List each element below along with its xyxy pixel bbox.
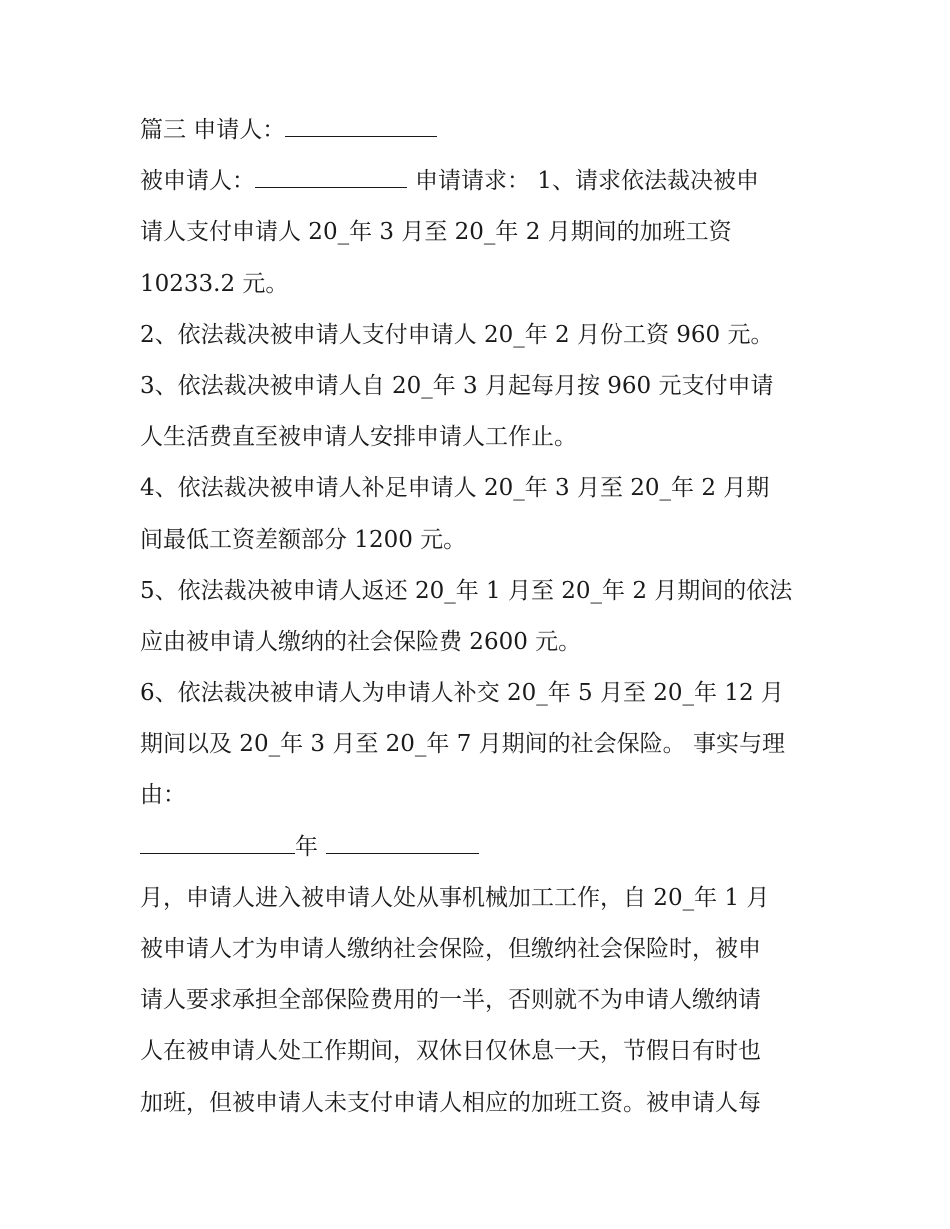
- paragraph-line: 期间以及 20_年 3 月至 20_年 7 月期间的社会保险。 事实与理: [140, 731, 785, 758]
- paragraph-line: 10233.2 元。: [140, 270, 289, 297]
- paragraph-line: 人生活费直至被申请人安排申请人工作止。: [140, 424, 577, 451]
- request-item-4: 4、依法裁决被申请人补足申请人 20_年 3 月至 20_年 2 月期: [140, 475, 770, 502]
- respondent-line: [140, 156, 820, 207]
- request-item-2: 2、依法裁决被申请人支付申请人 20_年 2 月份工资 960 元。: [140, 321, 774, 348]
- facts-line: 人在被申请人处工作期间，双休日仅休息一天，节假日有时也: [140, 1038, 761, 1065]
- year-blank: [140, 825, 295, 854]
- facts-line: 月，申请人进入被申请人处从事机械加工工作，自 20_年 1 月: [140, 884, 770, 911]
- paragraph-line: 间最低工资差额部分 1200 元。: [140, 526, 467, 553]
- facts-line: 加班，但被申请人未支付申请人相应的加班工资。被申请人每: [140, 1089, 761, 1116]
- request-item-3: 3、依法裁决被申请人自 20_年 3 月起每月按 960 元支付申请: [140, 372, 774, 399]
- facts-line: 被申请人才为申请人缴纳社会保险，但缴纳社会保险时，被申: [140, 936, 761, 962]
- year-label: 年: [295, 833, 318, 860]
- request-item-5: 5、依法裁决被申请人返还 20_年 1 月至 20_年 2 月期间的依法: [140, 577, 793, 604]
- document-body: [140, 105, 820, 1129]
- respondent-label: 被申请人：: [140, 168, 255, 195]
- paragraph-line: 请人支付申请人 20_年 3 月至 20_年 2 月期间的加班工资: [140, 219, 732, 246]
- facts-heading: 由：: [140, 782, 186, 809]
- applicant-label: 篇三 申请人：: [140, 117, 286, 143]
- respondent-blank: [255, 159, 407, 188]
- date-line: [140, 822, 820, 873]
- paragraph-line: 应由被申请人缴纳的社会保险费 2600 元。: [140, 628, 582, 655]
- request-heading: 申请请求： 1、请求依法裁决被申: [415, 168, 759, 195]
- facts-line: 请人要求承担全部保险费用的一半，否则就不为申请人缴纳请: [140, 987, 761, 1014]
- applicant-line: [140, 105, 820, 156]
- applicant-blank: [285, 108, 437, 137]
- request-item-6: 6、依法裁决被申请人为申请人补交 20_年 5 月至 20_年 12 月: [140, 680, 784, 707]
- month-blank: [326, 825, 479, 854]
